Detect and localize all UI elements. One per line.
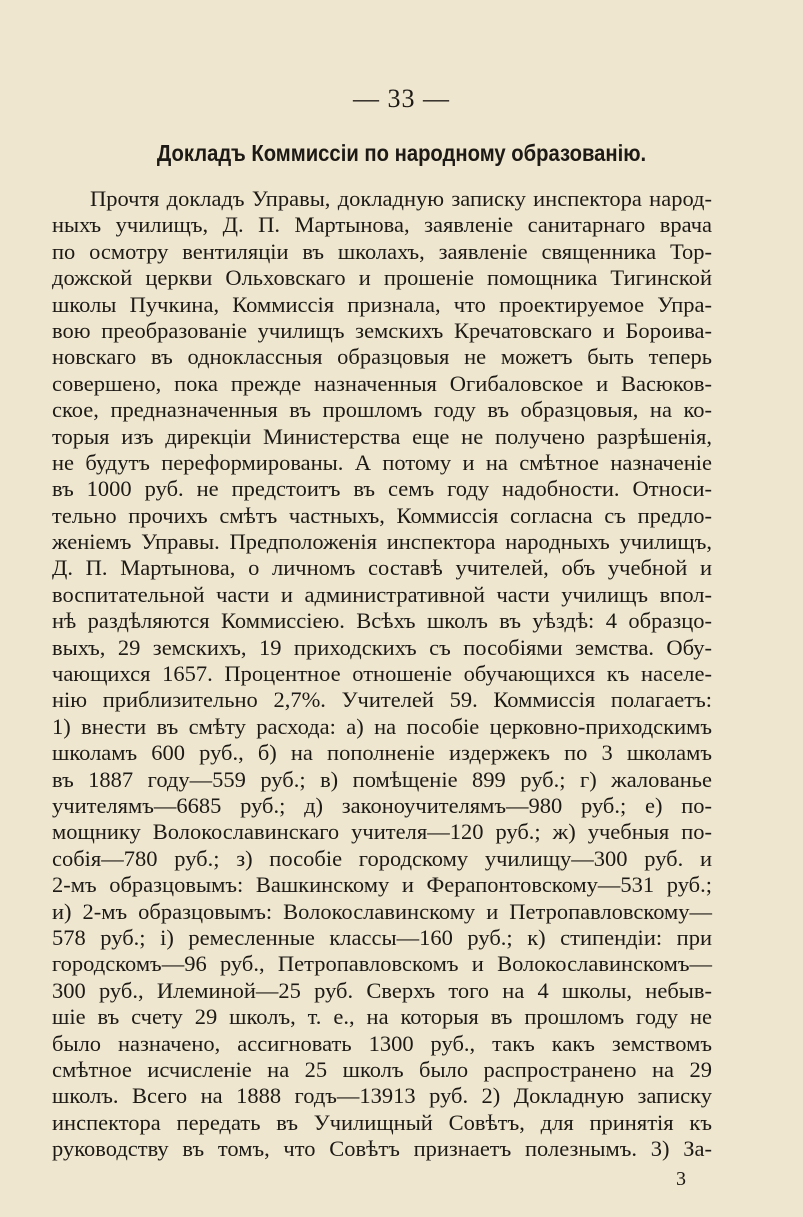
text-line: новскаго въ одноклассныя образцовыя не можетъ быть теперь [52,344,712,370]
text-line: 578 руб.; і) ремесленные классы—160 руб.; к) стипендіи: при [52,924,712,950]
text-line: смѣтное исчисленіе на 25 школъ было распространено на 29 [52,1056,712,1082]
text-line: женіемъ Управы. Предположенія инспектора народныхъ училищъ, [52,529,712,555]
text-line: школъ. Всего на 1888 годъ—13913 руб. 2) Докладную записку [52,1083,712,1109]
text-line: торыя изъ дирекціи Министерства еще не получено разрѣшенія, [52,423,712,449]
text-line: нѣ раздѣляются Коммиссіею. Всѣхъ школъ въ уѣздѣ: 4 образцо- [52,608,712,634]
text-line: вою преобразованіе училищъ земскихъ Кречатовскаго и Бороива- [52,317,712,343]
text-line: собія—780 руб.; з) пособіе городскому училищу—300 руб. и [52,845,712,871]
text-line: чающихся 1657. Процентное отношеніе обучающихся къ населе- [52,661,712,687]
text-line: школы Пучкина, Коммиссія признала, что проектируемое Упра- [52,291,712,317]
text-line: школамъ 600 руб., б) на пополненіе издержекъ по 3 школамъ [52,740,712,766]
text-line: по осмотру вентиляціи въ школахъ, заявленіе священника Тор- [52,238,712,264]
text-line: тельно прочихъ смѣтъ частныхъ, Коммиссія согласна съ предло- [52,502,712,528]
text-line: ское, предназначенныя въ прошломъ году въ образцовыя, на ко- [52,397,712,423]
text-line: въ 1000 руб. не предстоитъ въ семъ году надобности. Относи- [52,476,712,502]
document-title: Докладъ Коммиссіи по народному образованію. [156,140,647,166]
text-line: руководству въ томъ, что Совѣтъ признаетъ полезнымъ. 3) За- [52,1136,712,1162]
text-line: нію приблизительно 2,7%. Учителей 59. Коммиссія полагаетъ: [52,687,712,713]
text-line: городскомъ—96 руб., Петропавловскомъ и Волокославинскомъ— [52,951,712,977]
text-line: въ 1887 году—559 руб.; в) помѣщеніе 899 руб.; г) жалованье [52,766,712,792]
text-line: ныхъ училищъ, Д. П. Мартынова, заявленіе санитарнаго врача [52,212,712,238]
text-line: 2-мъ образцовымъ: Вашкинскому и Ферапонтовскому—531 руб.; [52,872,712,898]
text-line: не будутъ переформированы. А потому и на смѣтное назначеніе [52,449,712,475]
text-line: выхъ, 29 земскихъ, 19 приходскихъ съ пособіями земства. Обу- [52,634,712,660]
text-line: дожской церкви Ольховскаго и прошеніе помощника Тигинской [52,265,712,291]
text-line: 1) внести въ смѣту расхода: а) на пособіе церковно-приходскимъ [52,713,712,739]
text-line: и) 2-мъ образцовымъ: Волокославинскому и Петропавловскому— [52,898,712,924]
text-line: инспектора передать въ Училищный Совѣтъ, для принятія къ [52,1109,712,1135]
page-number: — 33 — [353,84,450,113]
signature-mark: 3 [676,1168,686,1190]
text-line: воспитательной части и административной части училищъ впол- [52,581,712,607]
text-line: 300 руб., Илеминой—25 руб. Сверхъ того на 4 школы, небыв- [52,977,712,1003]
text-line: Прочтя докладъ Управы, докладную записку инспектора народ- [90,186,712,211]
text-line: было назначено, ассигновать 1300 руб., такъ какъ земствомъ [52,1030,712,1056]
text-line: учителямъ—6685 руб.; д) законоучителямъ—980 руб.; е) по- [52,792,712,818]
body-text [52,186,712,1162]
text-line: мощнику Волокославинскаго учителя—120 руб.; ж) учебныя по- [52,819,712,845]
text-line: шіе въ счету 29 школъ, т. е., на которыя въ прошломъ году не [52,1004,712,1030]
text-line: совершено, пока прежде назначенныя Огибаловское и Васюков- [52,370,712,396]
text-line: Д. П. Мартынова, о личномъ составѣ учителей, объ учебной и [52,555,712,581]
